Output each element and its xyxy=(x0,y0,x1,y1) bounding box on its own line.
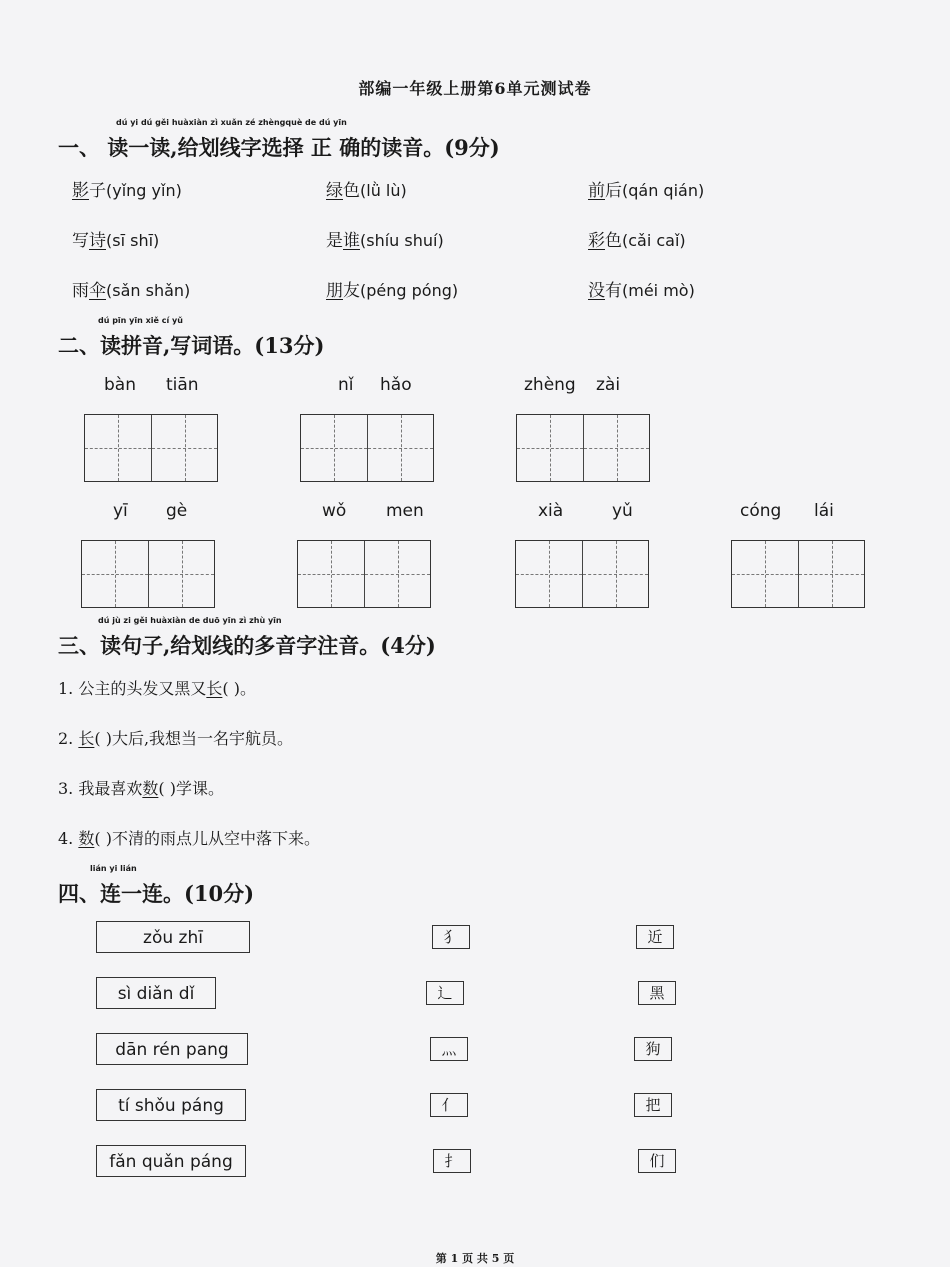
pinyin-syllable: bàn xyxy=(104,375,136,395)
grid-cell[interactable] xyxy=(151,415,217,481)
pinyin-syllable: wǒ xyxy=(322,501,347,521)
writing-grid[interactable] xyxy=(731,540,865,608)
writing-grid[interactable] xyxy=(84,414,218,482)
sentence-text: ( )不清的雨点儿从空中落下来。 xyxy=(94,829,320,848)
pinyin-label-box[interactable]: sì diǎn dǐ xyxy=(96,977,216,1009)
section1-heading-wrap xyxy=(58,118,500,162)
sentence-text: 1. 公主的头发又黑又 xyxy=(58,679,207,698)
page-footer: 第 1 页 共 5 页 xyxy=(435,1252,515,1265)
grid-cell[interactable] xyxy=(582,541,648,607)
section1-ruby: dú yi dú gěi huàxiàn zì xuǎn zé zhèngquè de dú yīn xyxy=(116,118,347,127)
writing-grid[interactable] xyxy=(515,540,649,608)
reading-item xyxy=(326,176,407,201)
sentence-text: 4. xyxy=(58,829,79,848)
pinyin-syllable: yǔ xyxy=(612,501,633,521)
pinyin-label-box[interactable]: zǒu zhī xyxy=(96,921,250,953)
reading-item xyxy=(72,226,159,251)
pinyin-syllable: cóng xyxy=(740,501,782,521)
pinyin-syllable: men xyxy=(386,501,424,521)
item-char: 后 xyxy=(605,181,622,201)
pinyin-syllable: zhèng xyxy=(524,375,576,395)
item-char: 色 xyxy=(605,231,622,251)
pinyin-syllable: gè xyxy=(166,501,188,521)
radical-box[interactable]: 辶 xyxy=(426,981,464,1005)
sentence-text: ( )学课。 xyxy=(158,779,224,798)
polyphone-char: 长 xyxy=(78,729,95,748)
sentence xyxy=(58,776,224,799)
underlined-char: 朋 xyxy=(326,281,343,301)
pinyin-choices: (méi mò) xyxy=(622,281,695,300)
grid-cell[interactable] xyxy=(517,415,583,481)
character-box[interactable]: 黑 xyxy=(638,981,676,1005)
writing-grid[interactable] xyxy=(81,540,215,608)
pinyin-choices: (qán qián) xyxy=(622,181,705,200)
item-char: 雨 xyxy=(72,281,89,301)
section4-heading-wrap xyxy=(58,864,255,908)
character-box[interactable]: 近 xyxy=(636,925,674,949)
sentence-text: ( )。 xyxy=(222,679,256,698)
pinyin-choices: (sī shī) xyxy=(106,231,160,250)
grid-cell[interactable] xyxy=(583,415,649,481)
pinyin-syllable: hǎo xyxy=(380,375,412,395)
pinyin-choices: (péng póng) xyxy=(360,281,459,300)
grid-cell[interactable] xyxy=(732,541,798,607)
sentence xyxy=(58,826,320,849)
underlined-char: 谁 xyxy=(343,231,360,251)
underlined-char: 诗 xyxy=(89,231,106,251)
pinyin-choices: (cǎi caǐ) xyxy=(622,231,686,250)
character-box[interactable]: 狗 xyxy=(634,1037,672,1061)
section2-heading: 二、读拼音,写词语。(13分) xyxy=(58,333,325,358)
sentence xyxy=(58,726,293,749)
writing-grid[interactable] xyxy=(297,540,431,608)
reading-item xyxy=(72,276,190,301)
writing-grid[interactable] xyxy=(516,414,650,482)
pinyin-choices: (shíu shuí) xyxy=(360,231,444,250)
item-char: 写 xyxy=(72,231,89,251)
section2-heading-wrap xyxy=(58,316,325,360)
pinyin-label-box[interactable]: fǎn quǎn páng xyxy=(96,1145,246,1177)
underlined-char: 前 xyxy=(588,181,605,201)
section2-ruby: dú pīn yīn xiě cí yǔ xyxy=(98,316,183,325)
polyphone-char: 数 xyxy=(142,779,159,798)
underlined-char: 影 xyxy=(72,181,89,201)
character-box[interactable]: 们 xyxy=(638,1149,676,1173)
item-char: 友 xyxy=(343,281,360,301)
writing-grid[interactable] xyxy=(300,414,434,482)
grid-cell[interactable] xyxy=(367,415,433,481)
section3-ruby: dú jù zi gěi huàxiàn de duō yīn zì zhù yīn xyxy=(98,616,282,625)
pinyin-syllable: yī xyxy=(113,501,128,521)
underlined-char: 绿 xyxy=(326,181,343,201)
underlined-char: 没 xyxy=(588,281,605,301)
reading-item xyxy=(588,176,704,201)
polyphone-char: 数 xyxy=(78,829,95,848)
radical-box[interactable]: 扌 xyxy=(433,1149,471,1173)
grid-cell[interactable] xyxy=(798,541,864,607)
section4-ruby: lián yi lián xyxy=(90,864,137,873)
pinyin-syllable: xià xyxy=(538,501,564,521)
page-title: 部编一年级上册第6单元测试卷 xyxy=(358,79,592,98)
grid-cell[interactable] xyxy=(148,541,214,607)
item-char: 有 xyxy=(605,281,622,301)
pinyin-syllable: nǐ xyxy=(338,375,354,395)
grid-cell[interactable] xyxy=(301,415,367,481)
sentence-text: 3. 我最喜欢 xyxy=(58,779,143,798)
section1-heading: 一、 读一读,给划线字选择 正 确的读音。(9分) xyxy=(58,135,500,160)
reading-item xyxy=(588,276,695,301)
pinyin-choices: (lǜ lù) xyxy=(360,181,407,200)
reading-item xyxy=(72,176,182,201)
grid-cell[interactable] xyxy=(364,541,430,607)
grid-cell[interactable] xyxy=(82,541,148,607)
pinyin-label-box[interactable]: tí shǒu páng xyxy=(96,1089,246,1121)
radical-box[interactable]: 亻 xyxy=(430,1093,468,1117)
sentence-text: 2. xyxy=(58,729,79,748)
underlined-char: 彩 xyxy=(588,231,605,251)
polyphone-char: 长 xyxy=(206,679,223,698)
pinyin-choices: (sǎn shǎn) xyxy=(106,281,191,300)
grid-cell[interactable] xyxy=(516,541,582,607)
reading-item xyxy=(326,276,458,301)
radical-box[interactable]: 灬 xyxy=(430,1037,468,1061)
sentence xyxy=(58,676,256,699)
pinyin-choices: (yǐng yǐn) xyxy=(106,181,182,200)
section4-heading: 四、连一连。(10分) xyxy=(58,881,255,906)
underlined-char: 伞 xyxy=(89,281,106,301)
pinyin-syllable: lái xyxy=(814,501,834,521)
section3-heading-wrap xyxy=(58,616,436,660)
section3-heading: 三、读句子,给划线的多音字注音。(4分) xyxy=(58,633,436,658)
grid-cell[interactable] xyxy=(85,415,151,481)
radical-box[interactable]: 犭 xyxy=(432,925,470,949)
grid-cell[interactable] xyxy=(298,541,364,607)
item-char: 是 xyxy=(326,231,343,251)
reading-item xyxy=(326,226,444,251)
character-box[interactable]: 把 xyxy=(634,1093,672,1117)
pinyin-syllable: tiān xyxy=(166,375,199,395)
pinyin-label-box[interactable]: dān rén pang xyxy=(96,1033,248,1065)
reading-item xyxy=(588,226,686,251)
sentence-text: ( )大后,我想当一名宇航员。 xyxy=(94,729,294,748)
item-char: 子 xyxy=(89,181,106,201)
pinyin-syllable: zài xyxy=(596,375,621,395)
item-char: 色 xyxy=(343,181,360,201)
